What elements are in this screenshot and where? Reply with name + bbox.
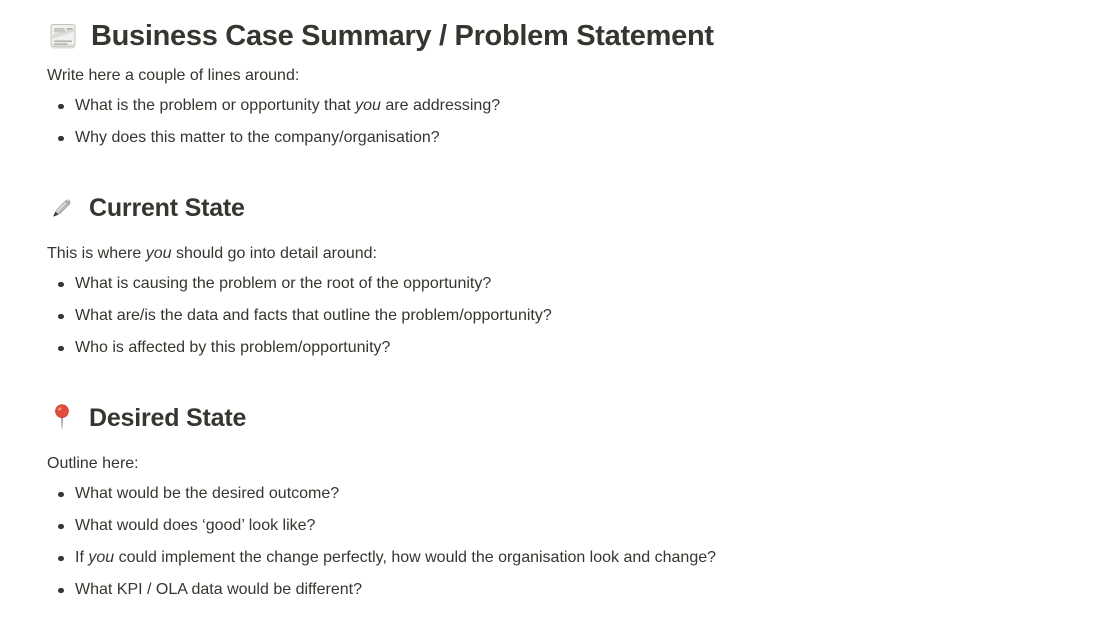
bullet-icon	[58, 524, 64, 530]
bullet-icon	[58, 282, 64, 288]
list-item-text	[75, 485, 339, 502]
list-item-text	[75, 517, 315, 534]
text-run: Outline here:	[47, 455, 139, 472]
round-pushpin-icon	[47, 403, 77, 433]
bullet-icon	[58, 136, 64, 142]
section-intro	[47, 242, 1052, 266]
list-item-text	[75, 339, 390, 356]
section-current-state	[47, 192, 1052, 360]
section-heading-current-state	[47, 192, 1052, 224]
list-item	[47, 126, 1052, 150]
list-item-text	[75, 129, 440, 146]
text-run: Why does this matter to the company/organisation?	[75, 129, 440, 146]
text-run: could implement the change perfectly, how would the organisation look and change?	[114, 549, 717, 566]
bullet-icon	[58, 588, 64, 594]
text-run: What are/is the data and facts that outline the problem/opportunity?	[75, 307, 552, 324]
list-item-text	[75, 275, 491, 292]
bullet-list	[47, 482, 1052, 602]
emphasis-text: you	[355, 97, 381, 114]
list-item-text	[75, 307, 552, 324]
list-item-text	[75, 97, 500, 114]
list-item	[47, 482, 1052, 506]
text-run: What would be the desired outcome?	[75, 485, 340, 502]
section-desired-state	[47, 402, 1052, 602]
list-item	[47, 578, 1052, 602]
bullet-icon	[58, 104, 64, 110]
text-run: What is causing the problem or the root of the opportunity?	[75, 275, 492, 292]
bullet-list	[47, 94, 1052, 150]
emphasis-text: you	[88, 549, 115, 566]
bullet-icon	[58, 314, 64, 320]
list-item	[47, 514, 1052, 538]
list-item	[47, 304, 1052, 328]
section-heading-desired-state	[47, 402, 1052, 434]
text-run: are addressing?	[380, 97, 501, 114]
bullet-icon	[58, 556, 64, 562]
list-item	[47, 546, 1052, 570]
text-run: should go into detail around:	[171, 245, 377, 262]
text-run: Who is affected by this problem/opportunity?	[75, 339, 391, 356]
list-item	[47, 336, 1052, 360]
text-run: If	[75, 549, 89, 566]
list-item-text	[75, 549, 716, 566]
text-run: What would does ‘good’ look like?	[75, 517, 316, 534]
newspaper-icon	[47, 20, 79, 52]
emphasis-text: you	[145, 245, 172, 262]
list-item	[47, 272, 1052, 296]
section-heading-text: Desired State	[89, 404, 247, 432]
text-run: This is where	[47, 245, 146, 262]
section-intro	[47, 64, 1052, 88]
text-run: What KPI / OLA data would be different?	[75, 581, 362, 598]
page-title-text: Business Case Summary / Problem Statement	[91, 20, 714, 52]
text-run: What is the problem or opportunity that	[75, 97, 356, 114]
bullet-icon	[58, 492, 64, 498]
list-item	[47, 94, 1052, 118]
section-intro	[47, 452, 1052, 476]
pen-icon	[47, 193, 77, 223]
bullet-list	[47, 272, 1052, 360]
text-run: Write here a couple of lines around:	[47, 67, 300, 84]
section-heading-text: Current State	[89, 194, 245, 222]
page-title	[47, 16, 1052, 56]
section-business-case-summary	[47, 16, 1052, 150]
bullet-icon	[58, 346, 64, 352]
list-item-text	[75, 581, 362, 598]
